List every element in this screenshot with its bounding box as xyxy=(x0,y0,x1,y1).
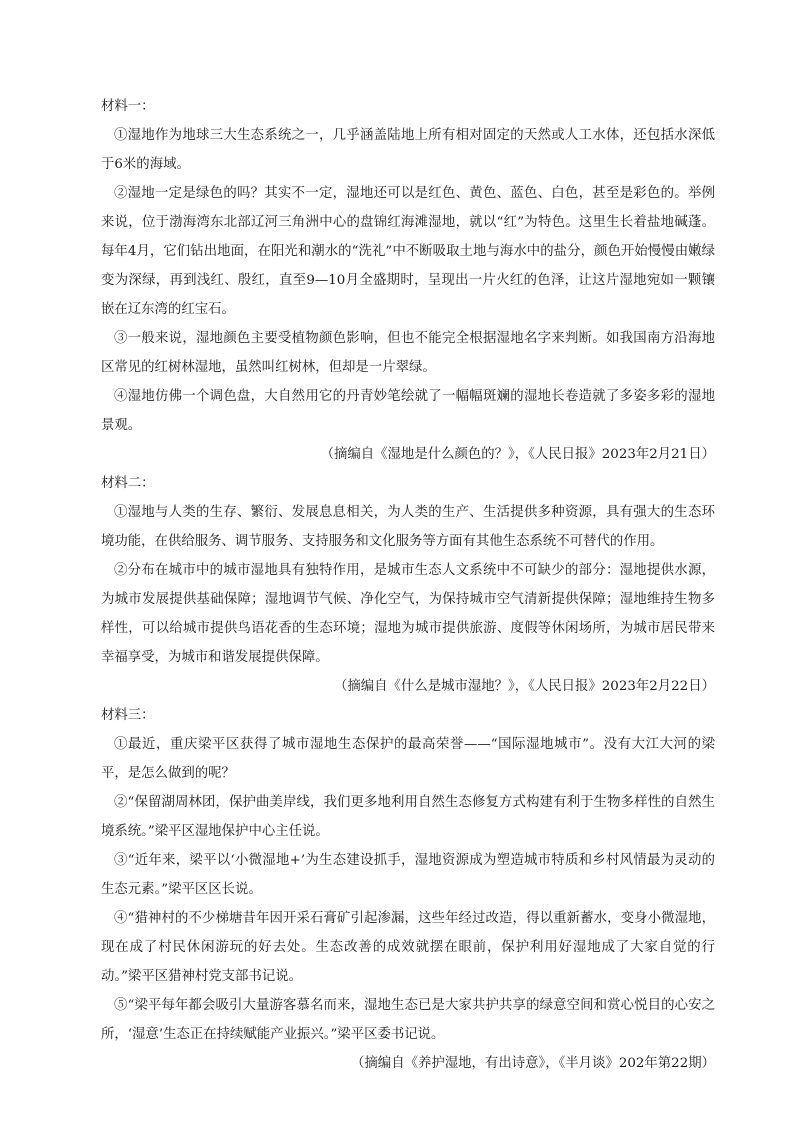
material-2-paragraph-1: ①湿地与人类的生存、繁衍、发展息息相关，为人类的生产、生活提供多种资源，具有强大的生态环境功能，在供给服务、调节服务、支持服务和文化服务等方面有其他生态系统不可替代的作用。 xyxy=(101,505,715,549)
material-3-source: （摘编自《养护湿地，有出诗意》，《半月谈》202年第22期） xyxy=(351,1056,715,1071)
material-2-source: （摘编自《什么是城市湿地？》，《人民日报》2023年2月22日） xyxy=(333,679,715,694)
material-3-paragraph-3: ③“近年来，梁平以‘小微湿地+’为生态建设抓手，湿地资源成为塑造城市特质和乡村风情最为灵动的生态元素。”梁平区区长说。 xyxy=(101,853,715,897)
material-2 xyxy=(101,469,715,701)
material-1-source: （摘编自《湿地是什么颜色的？》，《人民日报》2023年2月21日） xyxy=(320,447,715,462)
material-1-paragraph-4: ④湿地仿佛一个调色盘，大自然用它的丹青妙笔绘就了一幅幅斑斓的湿地长卷造就了多姿多彩的湿地景观。 xyxy=(101,389,715,433)
material-1-heading: 材料一： xyxy=(101,99,155,114)
material-1 xyxy=(101,92,715,469)
material-3-paragraph-4: ④“猎神村的不少梯塘昔年因开采石膏矿引起渗漏，这些年经过改造，得以重新蓄水，变身小微湿地，现在成了村民休闲游玩的好去处。生态改善的成效就摆在眼前，保护利用好湿地成了大家自觉的行动。”梁平区猎神村党支部书记说。 xyxy=(101,911,715,984)
material-3-paragraph-5: ⑤“梁平每年都会吸引大量游客慕名而来，湿地生态已是大家共护共享的绿意空间和赏心悦目的心安之所，‘湿意’生态正在持续赋能产业振兴。”梁平区委书记说。 xyxy=(101,998,715,1042)
material-2-heading: 材料二： xyxy=(101,476,155,491)
material-2-paragraph-2: ②分布在城市中的城市湿地具有独特作用，是城市生态人文系统中不可缺少的部分：湿地提供水源，为城市发展提供基础保障；湿地调节气候、净化空气，为保持城市空气清新提供保障；湿地维持生物多样性，可以给城市提供鸟语花香的生态环境；湿地为城市提供旅游、度假等休闲场所，为城市居民带来幸福享受，为城市和谐发展提供保障。 xyxy=(101,563,715,665)
material-3-heading: 材料三： xyxy=(101,708,155,723)
document-body xyxy=(101,92,715,1078)
material-1-paragraph-1: ①湿地作为地球三大生态系统之一，几乎涵盖陆地上所有相对固定的天然或人工水体，还包括水深低于6米的海域。 xyxy=(101,128,715,172)
material-3 xyxy=(101,701,715,1078)
material-1-paragraph-2: ②湿地一定是绿色的吗？其实不一定，湿地还可以是红色、黄色、蓝色、白色，甚至是彩色的。举例来说，位于渤海湾东北部辽河三角洲中心的盘锦红海滩湿地，就以“红”为特色。这里生长着盐地碱蓬。每年4月，它们钻出地面，在阳光和潮水的“洗礼”中不断吸取土地与海水中的盐分，颜色开始慢慢由嫩绿变为深绿，再到浅红、殷红，直至9—10月全盛期时，呈现出一片火红的色泽，让这片湿地宛如一颗镶嵌在辽东湾的红宝石。 xyxy=(101,186,715,317)
material-3-paragraph-2: ②“保留湖周林团，保护曲美岸线，我们更多地利用自然生态修复方式构建有利于生物多样性的自然生境系统。”梁平区湿地保护中心主任说。 xyxy=(101,795,715,839)
material-1-paragraph-3: ③一般来说，湿地颜色主要受植物颜色影响，但也不能完全根据湿地名字来判断。如我国南方沿海地区常见的红树林湿地，虽然叫红树林，但却是一片翠绿。 xyxy=(101,331,715,375)
material-3-paragraph-1: ①最近，重庆梁平区获得了城市湿地生态保护的最高荣誉——“国际湿地城市”。没有大江大河的梁平，是怎么做到的呢？ xyxy=(101,737,715,781)
